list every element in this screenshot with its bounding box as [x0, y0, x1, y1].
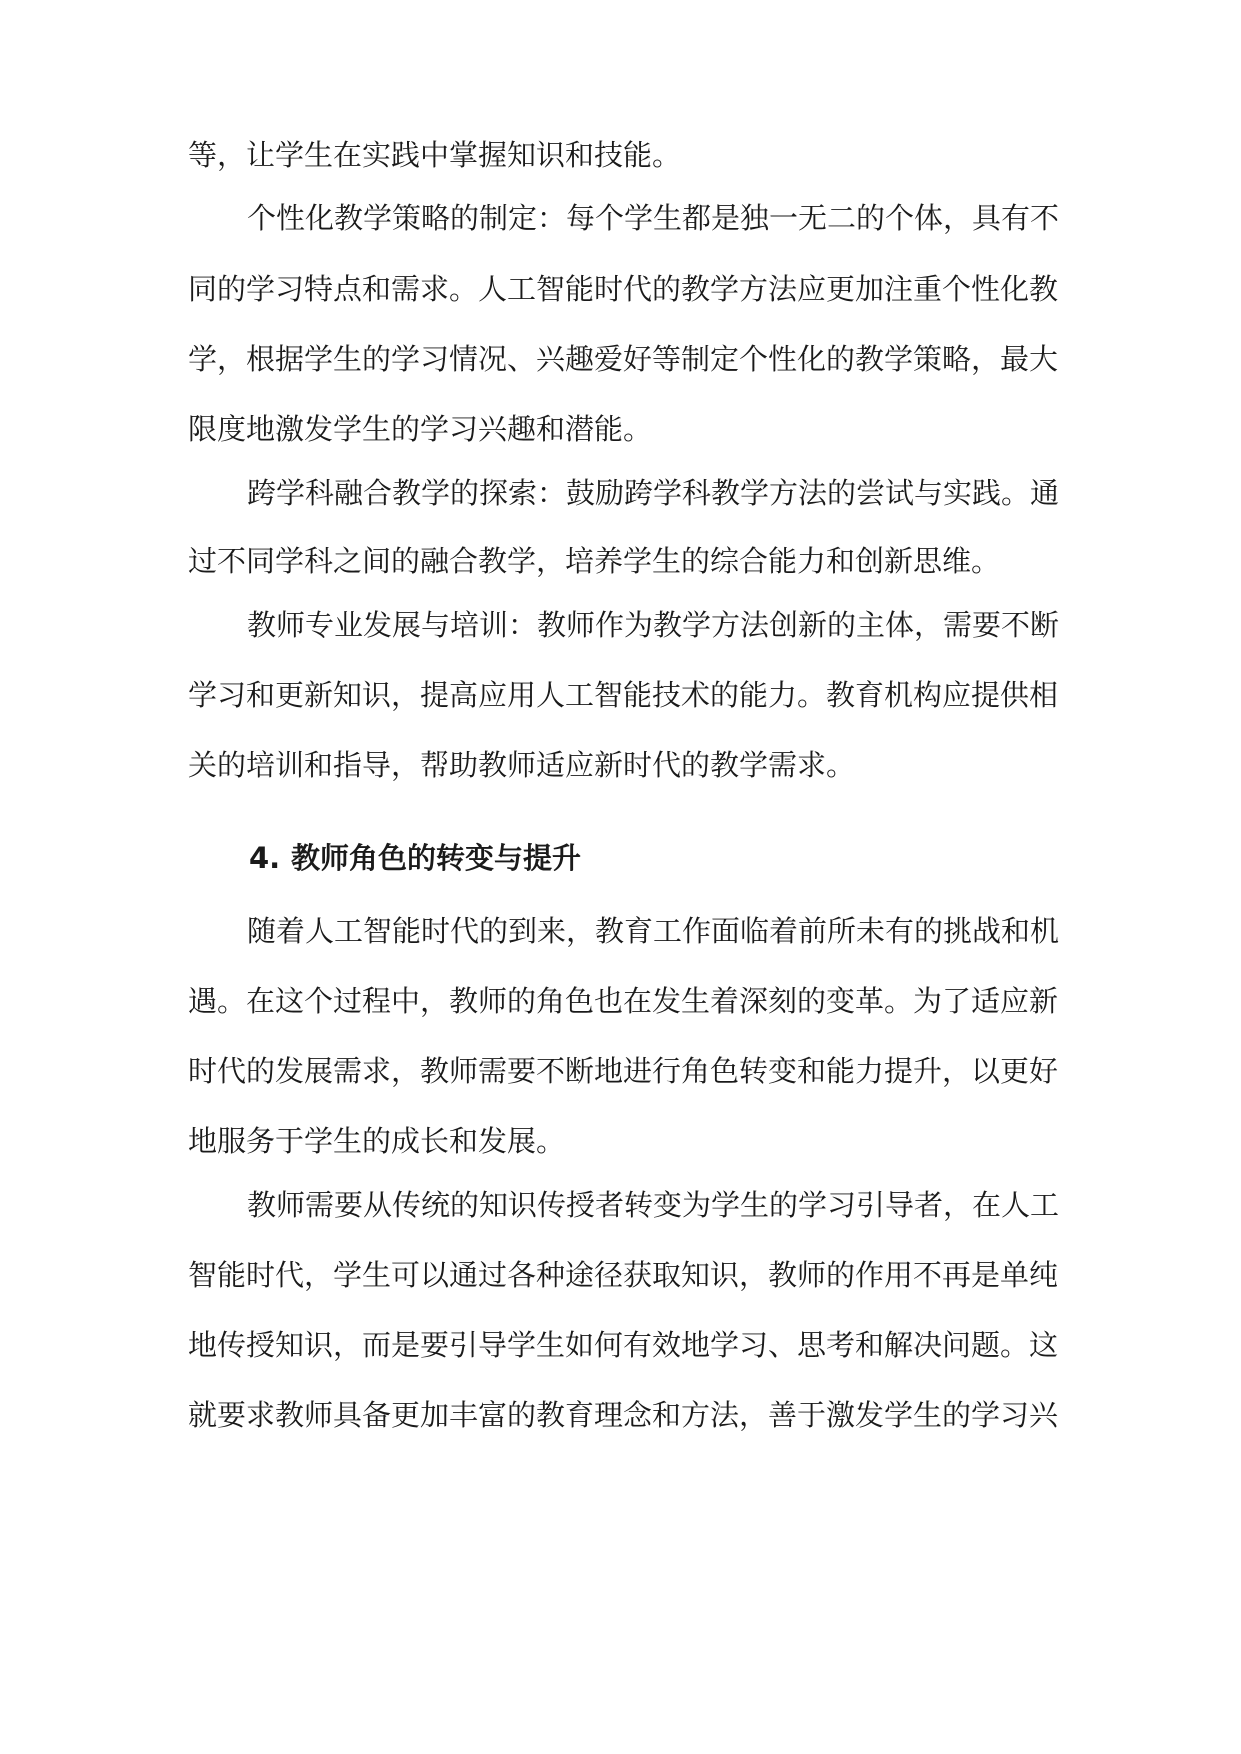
text-line: 学，根据学生的学习情况、兴趣爱好等制定个性化的教学策略，最大 [188, 342, 1059, 376]
text-line: 个性化教学策略的制定：每个学生都是独一无二的个体，具有不 [247, 201, 1060, 235]
text-line: 遇。在这个过程中，教师的角色也在发生着深刻的变革。为了适应新 [188, 984, 1059, 1018]
text-line: 随着人工智能时代的到来，教育工作面临着前所未有的挑战和机 [247, 914, 1060, 948]
text-line: 地传授知识，而是要引导学生如何有效地学习、思考和解决问题。这 [188, 1328, 1059, 1362]
text-line: 智能时代，学生可以通过各种途径获取知识，教师的作用不再是单纯 [188, 1258, 1059, 1292]
text-line: 限度地激发学生的学习兴趣和潜能。 [188, 412, 653, 446]
section-number: 4. [249, 841, 281, 875]
text-line: 时代的发展需求，教师需要不断地进行角色转变和能力提升，以更好 [188, 1054, 1059, 1088]
section-title: 教师角色的转变与提升 [291, 841, 582, 875]
text-line: 等，让学生在实践中掌握知识和技能。 [188, 138, 682, 172]
text-line: 关的培训和指导，帮助教师适应新时代的教学需求。 [188, 748, 856, 782]
text-line: 地服务于学生的成长和发展。 [188, 1124, 566, 1158]
text-line: 教师需要从传统的知识传授者转变为学生的学习引导者，在人工 [247, 1188, 1060, 1222]
section-heading [249, 833, 581, 883]
text-line: 就要求教师具备更加丰富的教育理念和方法，善于激发学生的学习兴 [188, 1398, 1059, 1432]
text-line: 过不同学科之间的融合教学，培养学生的综合能力和创新思维。 [188, 544, 1001, 578]
text-line: 学习和更新知识，提高应用人工智能技术的能力。教育机构应提供相 [188, 678, 1059, 712]
text-line: 跨学科融合教学的探索：鼓励跨学科教学方法的尝试与实践。通 [247, 476, 1060, 510]
text-line: 教师专业发展与培训：教师作为教学方法创新的主体，需要不断 [247, 608, 1060, 642]
text-line: 同的学习特点和需求。人工智能时代的教学方法应更加注重个性化教 [188, 272, 1059, 306]
